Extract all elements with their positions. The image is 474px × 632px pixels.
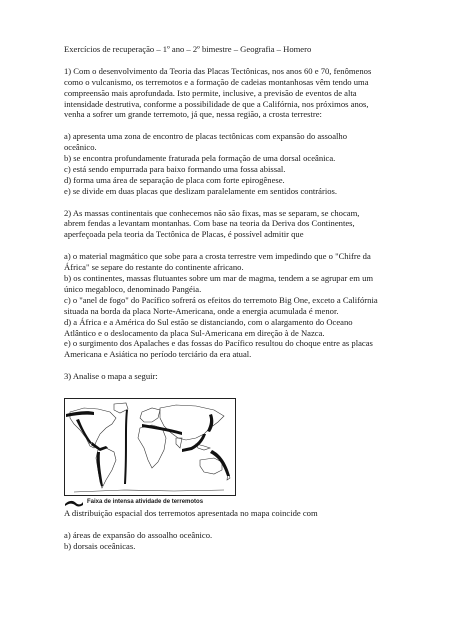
q1-stem-line: como o vulcanismo, os terremotos e a formação de cadeias montanhosas vêm tendo uma <box>64 76 369 87</box>
q2-option-b: b) os continentes, massas flutuantes sobre um mar de magma, tendem a se agrupar em um <box>64 272 374 283</box>
document-body <box>64 44 420 382</box>
q2-option-d-cont: Atlântico e o deslocamento da placa Sul-Americana em direção à de Nazca. <box>64 327 325 338</box>
map-legend <box>64 497 203 507</box>
q2-option-e-cont: Americana e Asiática no período terciário da era atual. <box>64 349 252 360</box>
q3-question: A distribuição espacial dos terremotos apresentada no mapa coincide com <box>64 508 318 518</box>
question-2 <box>64 208 420 361</box>
q1-option-d: d) forma uma área de separação de placa com forte epirogênese. <box>64 174 285 185</box>
q2-stem-line: aperfeçoada pela teoria da Tectônica de Placas, é possível admitir que <box>64 229 304 240</box>
q2-stem-line: abrem fendas a levantam montanhas. Com base na teoria da Deriva dos Continentes, <box>64 218 355 229</box>
q1-option-b: b) se encontra profundamente fraturada pela formação de uma dorsal oceânica. <box>64 153 336 164</box>
q2-option-a: a) o material magmático que sobe para a crosta terrestre vem impedindo que o "Chifre da <box>64 251 371 262</box>
q1-option-e: e) se divide em duas placas que deslizam paralelamente em sentidos contrários. <box>64 185 337 196</box>
q2-stem-line: 2) As massas continentais que conhecemos não são fixas, mas se separam, se chocam, <box>64 207 360 218</box>
q1-option-a: a) apresenta uma zona de encontro de placas tectônicas com expansão do assoalho <box>64 131 347 142</box>
map-legend-text: Faixa de intensa atividade de terremotos <box>87 499 204 505</box>
q2-option-e: e) o surgimento dos Apalaches e das fossas do Pacífico resultou do choque entre as placas <box>64 338 373 349</box>
q3-option-a: a) áreas de expansão do assoalho oceânico. <box>64 529 213 540</box>
q3-option-b: b) dorsais oceânicas. <box>64 540 136 551</box>
q1-stem-line: 1) Com o desenvolvimento da Teoria das Placas Tectônicas, nos anos 60 e 70, fenômenos <box>64 65 372 76</box>
q2-option-c-cont: situada na borda da placa Norte-Americana, onde a energia acumulada é menor. <box>64 305 339 316</box>
q3-stem: 3) Analise o mapa a seguir: <box>64 371 158 382</box>
q2-option-c: c) o "anel de fogo" do Pacífico sofrerá os efeitos do terremoto Big One, exceto a Califórnia <box>64 294 378 305</box>
q1-option-a-cont: oceânico. <box>64 142 97 153</box>
q1-stem-line: intensidade destrutiva, conforme a possibilidade de que a Califórnia, nos próximos anos, <box>64 98 369 109</box>
question-1 <box>64 66 420 197</box>
question-3 <box>64 508 420 552</box>
document-header: Exercícios de recuperação – 1º ano – 2º bimestre – Geografia – Homero <box>64 44 312 54</box>
q1-stem-line: compreensão mais aprofundada. Isto permite, inclusive, a previsão de eventos de alta <box>64 87 357 98</box>
q1-stem-line: venha a sofrer um grande terremoto, já que, nessa região, a crosta terrestre: <box>64 109 322 120</box>
q2-option-b-cont: único megabloco, denominado Pangéia. <box>64 283 202 294</box>
world-earthquake-map <box>64 398 236 496</box>
q1-option-c: c) está sendo empurrada para baixo formando uma fossa abissal. <box>64 163 286 174</box>
q2-option-d: d) a África e a América do Sul estão se distanciando, com o alargamento do Oceano <box>64 316 353 327</box>
earthquake-belt-legend-icon <box>64 498 84 507</box>
q2-option-a-cont: África" se separe do restante do continente africano. <box>64 262 244 273</box>
